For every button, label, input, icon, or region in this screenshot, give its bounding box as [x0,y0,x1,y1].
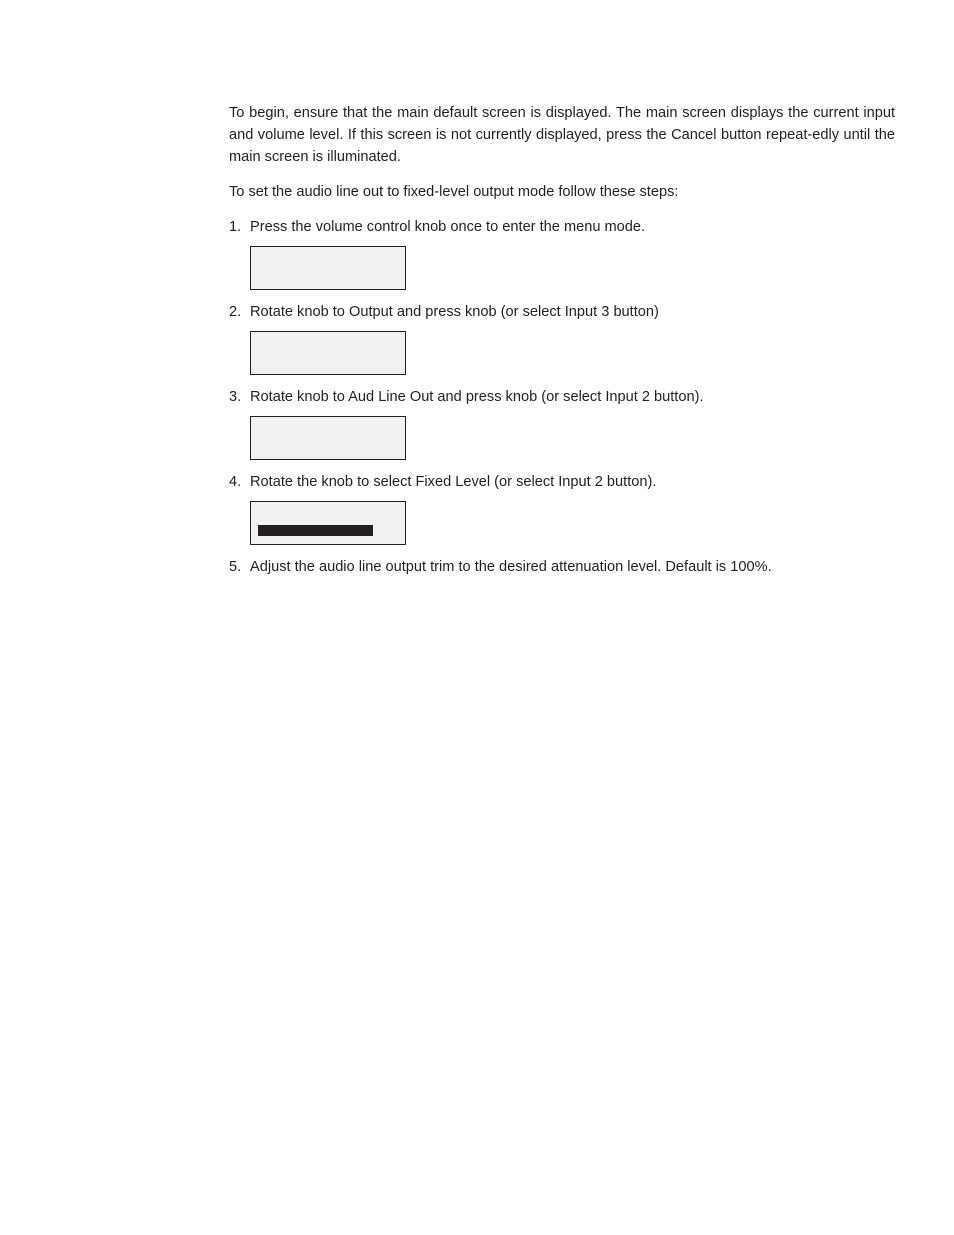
step-4 [229,471,895,545]
lcd-display-menu [250,246,406,290]
step-5 [229,556,895,578]
intro-paragraph: To begin, ensure that the main default screen is displayed. The main screen displays the current input and volume level. If this screen is not currently displayed, press the Cancel button repeat-edly until the main screen is illuminated. [229,105,895,165]
step-number: 2. [229,304,242,320]
lead-paragraph: To set the audio line out to fixed-level output mode follow these steps: [229,184,679,200]
step-text: Adjust the audio line output trim to the desired attenuation level. Default is 100%. [250,559,772,575]
step-number: 4. [229,474,242,490]
step-text: Press the volume control knob once to enter the menu mode. [250,219,646,235]
step-1 [229,216,895,290]
lcd-selection-highlight [258,525,373,536]
step-text: Rotate knob to Aud Line Out and press knob (or select Input 2 button). [250,389,704,405]
step-number: 5. [229,559,242,575]
step-2 [229,301,895,375]
step-text: Rotate the knob to select Fixed Level (or select Input 2 button). [250,474,657,490]
document-body [229,102,895,578]
step-text: Rotate knob to Output and press knob (or select Input 3 button) [250,304,659,320]
step-number: 1. [229,219,242,235]
lcd-display-output [250,331,406,375]
step-3 [229,386,895,460]
step-number: 3. [229,389,242,405]
lcd-display-aud-line-out [250,416,406,460]
steps-list [229,216,895,578]
lcd-display-fixed-level [250,501,406,545]
